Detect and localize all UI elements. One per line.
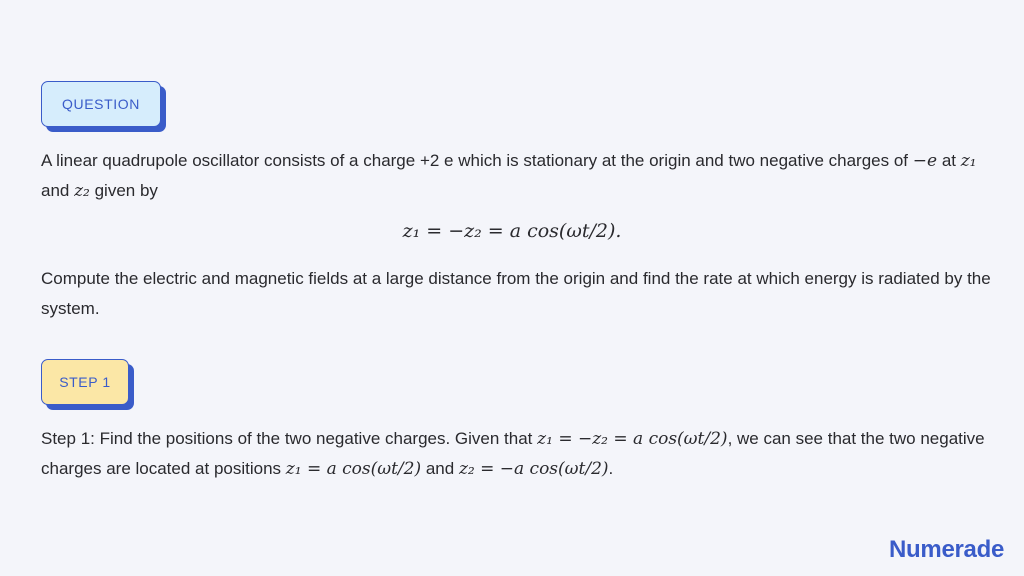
step-1-paragraph: [41, 424, 991, 484]
question-text-at: at: [937, 151, 961, 170]
question-tag-label: QUESTION: [62, 96, 140, 112]
step-1-equation: z₁ = −z₂ = a cos(ωt/2): [537, 429, 728, 449]
question-text-and: and: [41, 181, 75, 200]
step-1-tag-label: STEP 1: [59, 374, 111, 390]
question-paragraph: [41, 146, 991, 206]
numerade-logo: Numerade: [889, 536, 1004, 563]
step-1-text-4: .: [608, 459, 614, 478]
question-text-given-by: given by: [89, 181, 158, 200]
z2-position: z₂ = −a cos(ωt/2): [458, 459, 609, 479]
step-1-text-3: and: [421, 459, 459, 478]
z2-symbol: z₂: [74, 181, 90, 201]
question-tag: [41, 81, 161, 127]
z1-position: z₁ = a cos(ωt/2): [285, 459, 422, 479]
question-text: A linear quadrupole oscillator consists of a charge +2 e which is stationary at the origin and two negative charges of: [41, 151, 909, 170]
z1-symbol: z₁: [960, 151, 977, 171]
question-paragraph-2: Compute the electric and magnetic fields at a large distance from the origin and find the rate at which energy is radiated by the system.: [41, 269, 991, 318]
step-1-tag: [41, 359, 129, 405]
step-1-text: Step 1: Find the positions of the two negative charges. Given that: [41, 429, 538, 448]
display-equation: z₁ = −z₂ = a cos(ωt/2).: [402, 220, 622, 242]
charge-symbol: −e: [912, 151, 938, 171]
step-1-text-2: , we can see that the two negative charges are located at positions: [41, 429, 985, 478]
